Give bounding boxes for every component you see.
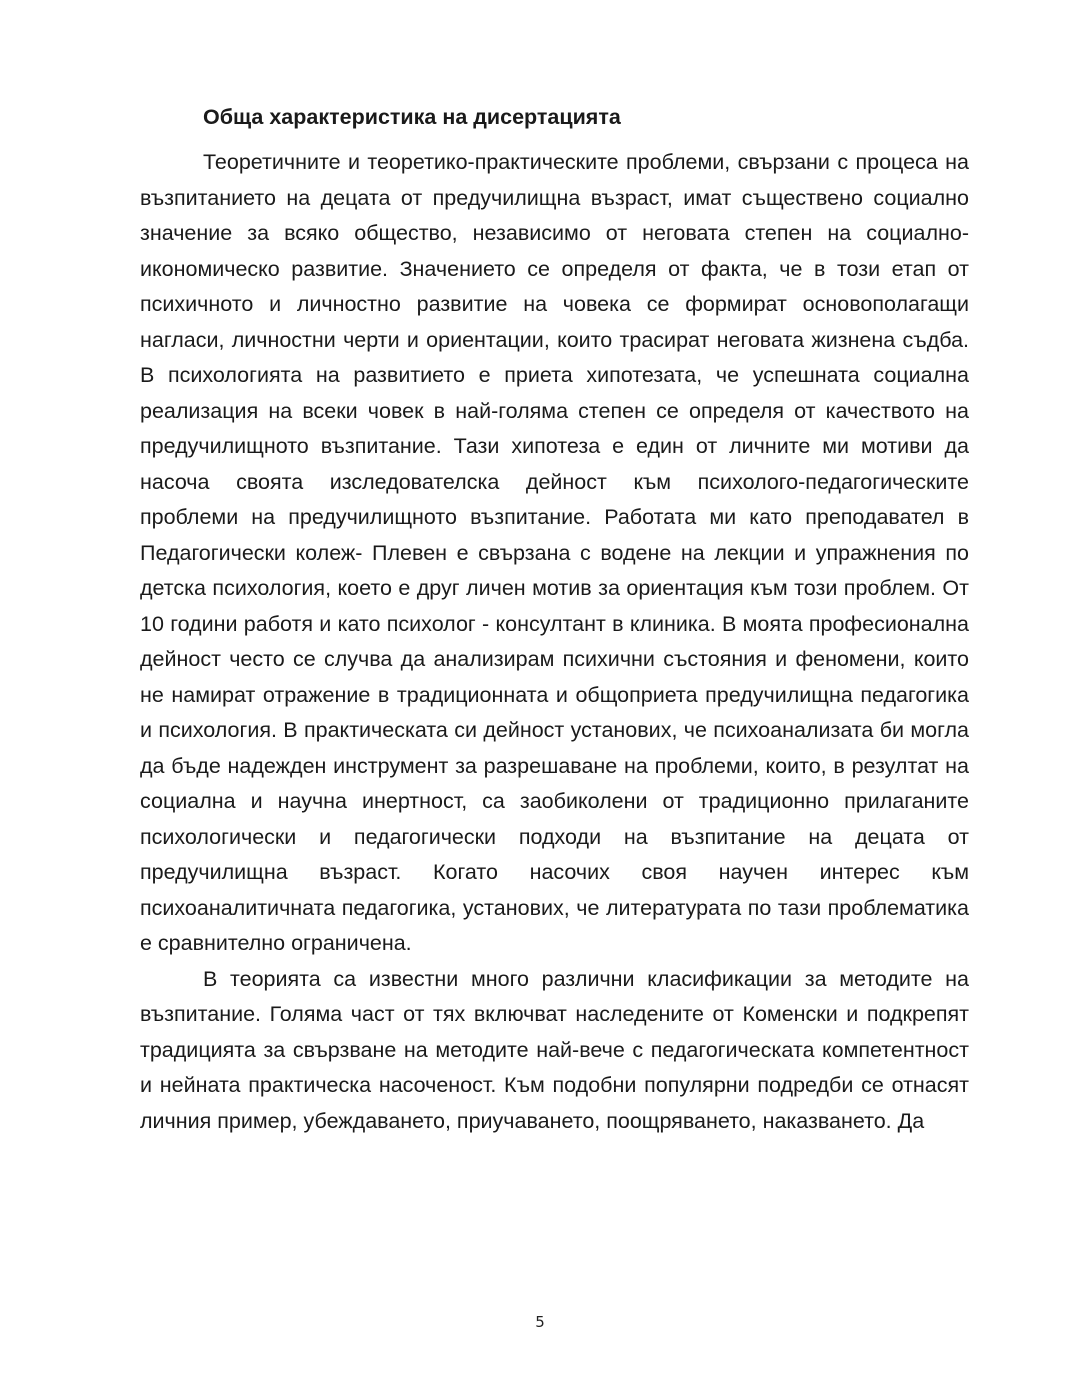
page-number: 5 [535,1313,545,1331]
section-heading: Обща характеристика на дисертацията [203,105,621,129]
paragraph-1: Теоретичните и теоретико-практическите проблеми, свързани с процеса на възпитанието на децата от предучилищна възраст, имат съществено социално значение за всяко общество, независимо от неговата степен на социално-икономическо развитие. Значението се определя от факта, че в този етап от психичното и личностно развитие на човека се формират основополагащи нагласи, личностни черти и ориентации, които трасират неговата жизнена съдба. В психологията на развитието е приета хипотезата, че успешната социална реализация на всеки човек в най-голяма степен се определя от качеството на предучилищното възпитание. Тази хипотеза е един от личните ми мотиви да насоча своята изследователска дейност към психолого-педагогическите проблеми на предучилищното възпитание. Работата ми като преподавател в Педагогически колеж- Плевен е свързана с водене на лекции и упражнения по детска психология, което е друг личен мотив за ориентация към този проблем. От 10 години работя и като психолог - консултант в клиника. В моята професионална дейност често се случва да анализирам психични състояния и феномени, които не намират отражение в традиционната и общоприета предучилищна педагогика и психология. В практическата си дейност установих, че психоанализата би могла да бъде надежден инструмент за разрешаване на проблеми, които, в резултат на социална и научна инертност, са заобиколени от традиционно прилаганите психологически и педагогически подходи на възпитание на децата от предучилищна възраст. Когато насочих своя научен интерес към психоаналитичната педагогика, установих, че литературата по тази проблематика е сравнително ограничена. [140,150,969,955]
paragraph-2: В теорията са известни много различни класификации за методите на възпитание. Голяма част от тях включват наследените от Коменски и подкрепят традицията за свързване на методите най-вече с педагогическата компетентност и нейната практическа насоченост. Към подобни популярни подредби се отнасят личния пример, убеждаването, приучаването, поощряването, наказването. Да [140,966,969,1133]
document-body [140,100,969,1139]
